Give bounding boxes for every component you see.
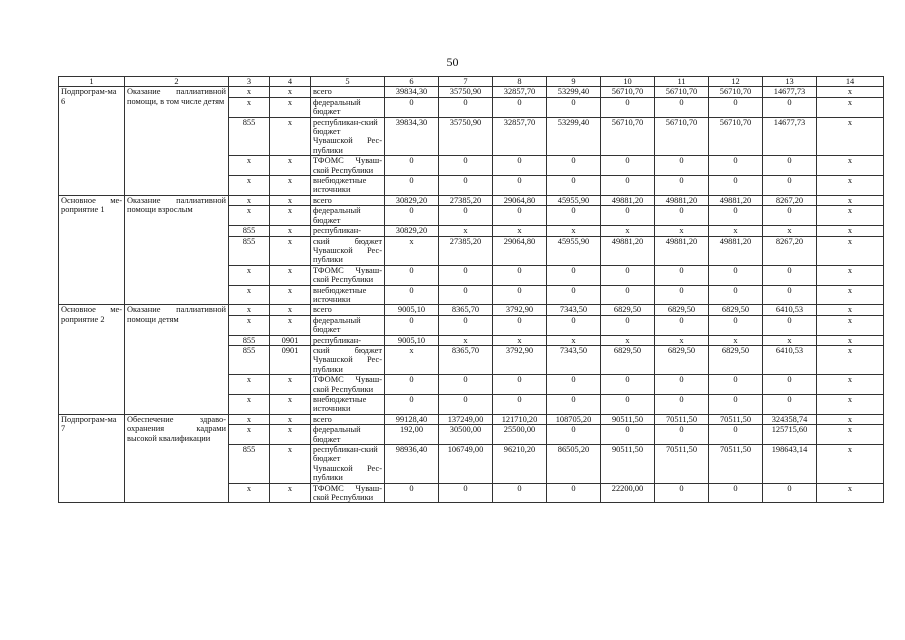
- amount-cell: 0: [385, 315, 439, 335]
- note-cell: x: [817, 395, 884, 415]
- amount-cell: 0: [547, 176, 601, 196]
- column-number: 8: [493, 77, 547, 87]
- amount-cell: 0: [439, 156, 493, 176]
- note-cell: x: [817, 414, 884, 424]
- amount-cell: 0: [385, 285, 439, 305]
- amount-cell: 0: [601, 425, 655, 445]
- section-code: x: [270, 236, 311, 265]
- amount-cell: 0: [439, 395, 493, 415]
- amount-cell: 0: [655, 156, 709, 176]
- note-cell: x: [817, 445, 884, 484]
- amount-cell: 0: [763, 375, 817, 395]
- amount-cell: 0: [763, 206, 817, 226]
- section-code: x: [270, 285, 311, 305]
- section-code: x: [270, 414, 311, 424]
- amount-cell: 0: [763, 285, 817, 305]
- funding-source: республикан-: [311, 335, 385, 345]
- funding-source: ский бюджет Чувашской Рес-публики: [311, 236, 385, 265]
- amount-cell: 56710,70: [709, 87, 763, 97]
- column-number: 1: [59, 77, 125, 87]
- section-code: x: [270, 265, 311, 285]
- note-cell: x: [817, 87, 884, 97]
- amount-cell: 8365,70: [439, 305, 493, 315]
- amount-cell: 45955,90: [547, 236, 601, 265]
- amount-cell: 0: [709, 265, 763, 285]
- amount-cell: 0: [439, 206, 493, 226]
- amount-cell: 0: [709, 315, 763, 335]
- amount-cell: 198643,14: [763, 445, 817, 484]
- amount-cell: 0: [763, 483, 817, 503]
- section-code: x: [270, 375, 311, 395]
- section-code: 0901: [270, 345, 311, 374]
- note-cell: x: [817, 345, 884, 374]
- amount-cell: 96210,20: [493, 445, 547, 484]
- amount-cell: 32857,70: [493, 117, 547, 156]
- program-name: Подпрограм-ма 7: [59, 414, 125, 503]
- funding-source: республикан-ский бюджет Чувашской Рес-публики: [311, 117, 385, 156]
- amount-cell: 56710,70: [709, 117, 763, 156]
- amount-cell: 0: [547, 285, 601, 305]
- column-number: 7: [439, 77, 493, 87]
- note-cell: x: [817, 483, 884, 503]
- amount-cell: 35750,90: [439, 117, 493, 156]
- amount-cell: 137249,00: [439, 414, 493, 424]
- funding-source: республикан-ский бюджет Чувашской Рес-публики: [311, 445, 385, 484]
- amount-cell: 0: [601, 315, 655, 335]
- grbs-code: x: [229, 156, 270, 176]
- amount-cell: 0: [385, 375, 439, 395]
- grbs-code: x: [229, 206, 270, 226]
- amount-cell: 0: [655, 206, 709, 226]
- amount-cell: 0: [547, 156, 601, 176]
- amount-cell: x: [385, 236, 439, 265]
- amount-cell: 0: [547, 97, 601, 117]
- grbs-code: 855: [229, 445, 270, 484]
- amount-cell: 0: [493, 483, 547, 503]
- program-name: Подпрограм-ма 6: [59, 87, 125, 195]
- amount-cell: 7343,50: [547, 305, 601, 315]
- grbs-code: x: [229, 285, 270, 305]
- section-code: x: [270, 206, 311, 226]
- amount-cell: x: [385, 345, 439, 374]
- amount-cell: 6829,50: [601, 345, 655, 374]
- amount-cell: 0: [709, 97, 763, 117]
- amount-cell: 56710,70: [601, 87, 655, 97]
- amount-cell: x: [547, 226, 601, 236]
- amount-cell: 324358,74: [763, 414, 817, 424]
- amount-cell: 8365,70: [439, 345, 493, 374]
- table-row: [59, 305, 884, 315]
- note-cell: x: [817, 226, 884, 236]
- amount-cell: 90511,50: [601, 414, 655, 424]
- note-cell: x: [817, 285, 884, 305]
- amount-cell: 7343,50: [547, 345, 601, 374]
- funding-source: федеральный бюджет: [311, 425, 385, 445]
- amount-cell: 29064,80: [493, 236, 547, 265]
- section-code: x: [270, 395, 311, 415]
- amount-cell: 0: [493, 97, 547, 117]
- amount-cell: 90511,50: [601, 445, 655, 484]
- amount-cell: 0: [439, 97, 493, 117]
- amount-cell: 8267,20: [763, 195, 817, 205]
- amount-cell: 14677,73: [763, 117, 817, 156]
- column-number: 11: [655, 77, 709, 87]
- amount-cell: 0: [547, 315, 601, 335]
- amount-cell: 0: [655, 375, 709, 395]
- amount-cell: 32857,70: [493, 87, 547, 97]
- amount-cell: 22200,00: [601, 483, 655, 503]
- budget-table: [58, 76, 884, 503]
- note-cell: x: [817, 195, 884, 205]
- amount-cell: 6410,53: [763, 345, 817, 374]
- funding-source: внебюджетные источники: [311, 285, 385, 305]
- amount-cell: 0: [709, 483, 763, 503]
- column-number: 10: [601, 77, 655, 87]
- program-description: Оказание паллиативной помощи детям: [125, 305, 229, 414]
- program-description: Оказание паллиативной помощи взрослым: [125, 195, 229, 304]
- amount-cell: 0: [763, 265, 817, 285]
- column-number: 5: [311, 77, 385, 87]
- amount-cell: 0: [763, 395, 817, 415]
- amount-cell: 0: [601, 375, 655, 395]
- amount-cell: 49881,20: [709, 236, 763, 265]
- amount-cell: 0: [709, 285, 763, 305]
- amount-cell: 0: [385, 206, 439, 226]
- amount-cell: 0: [709, 176, 763, 196]
- amount-cell: 3792,90: [493, 345, 547, 374]
- grbs-code: x: [229, 375, 270, 395]
- grbs-code: x: [229, 395, 270, 415]
- amount-cell: 27385,20: [439, 236, 493, 265]
- funding-source: ТФОМС Чуваш-ской Республики: [311, 265, 385, 285]
- amount-cell: 35750,90: [439, 87, 493, 97]
- amount-cell: 0: [385, 97, 439, 117]
- amount-cell: 56710,70: [655, 87, 709, 97]
- amount-cell: x: [601, 335, 655, 345]
- amount-cell: 0: [385, 395, 439, 415]
- amount-cell: 49881,20: [655, 236, 709, 265]
- amount-cell: 6829,50: [655, 305, 709, 315]
- amount-cell: 0: [493, 395, 547, 415]
- grbs-code: x: [229, 414, 270, 424]
- amount-cell: 0: [763, 156, 817, 176]
- grbs-code: x: [229, 87, 270, 97]
- program-description: Обеспечение здраво-охранения кадрами высокой квалификации: [125, 414, 229, 503]
- funding-source: всего: [311, 414, 385, 424]
- note-cell: x: [817, 117, 884, 156]
- amount-cell: 53299,40: [547, 117, 601, 156]
- grbs-code: x: [229, 315, 270, 335]
- section-code: x: [270, 87, 311, 97]
- grbs-code: 855: [229, 335, 270, 345]
- amount-cell: 0: [655, 483, 709, 503]
- amount-cell: 0: [601, 206, 655, 226]
- grbs-code: x: [229, 305, 270, 315]
- grbs-code: x: [229, 425, 270, 445]
- amount-cell: 14677,73: [763, 87, 817, 97]
- funding-source: внебюджетные источники: [311, 395, 385, 415]
- amount-cell: 30500,00: [439, 425, 493, 445]
- note-cell: x: [817, 375, 884, 395]
- amount-cell: 0: [439, 375, 493, 395]
- column-number: 13: [763, 77, 817, 87]
- note-cell: x: [817, 206, 884, 226]
- amount-cell: 0: [493, 156, 547, 176]
- section-code: x: [270, 195, 311, 205]
- column-number: 6: [385, 77, 439, 87]
- amount-cell: 99128,40: [385, 414, 439, 424]
- amount-cell: 9005,10: [385, 305, 439, 315]
- amount-cell: 27385,20: [439, 195, 493, 205]
- table-row: [59, 195, 884, 205]
- amount-cell: 0: [601, 285, 655, 305]
- funding-source: ский бюджет Чувашской Рес-публики: [311, 345, 385, 374]
- amount-cell: 3792,90: [493, 305, 547, 315]
- grbs-code: 855: [229, 226, 270, 236]
- column-number: 4: [270, 77, 311, 87]
- amount-cell: 0: [547, 375, 601, 395]
- amount-cell: x: [493, 335, 547, 345]
- amount-cell: x: [655, 226, 709, 236]
- table-row: [59, 414, 884, 424]
- header-row: [59, 77, 884, 87]
- amount-cell: 0: [601, 156, 655, 176]
- amount-cell: x: [709, 226, 763, 236]
- amount-cell: 25500,00: [493, 425, 547, 445]
- amount-cell: 30829,20: [385, 195, 439, 205]
- note-cell: x: [817, 236, 884, 265]
- section-code: 0901: [270, 335, 311, 345]
- amount-cell: 0: [547, 395, 601, 415]
- column-number: 9: [547, 77, 601, 87]
- note-cell: x: [817, 97, 884, 117]
- amount-cell: 49881,20: [655, 195, 709, 205]
- amount-cell: 0: [493, 206, 547, 226]
- amount-cell: 0: [655, 97, 709, 117]
- amount-cell: x: [547, 335, 601, 345]
- amount-cell: x: [763, 226, 817, 236]
- section-code: x: [270, 445, 311, 484]
- funding-source: внебюджетные источники: [311, 176, 385, 196]
- amount-cell: 0: [493, 375, 547, 395]
- program-name: Основное ме-роприятие 2: [59, 305, 125, 414]
- amount-cell: 121710,20: [493, 414, 547, 424]
- note-cell: x: [817, 315, 884, 335]
- program-name: Основное ме-роприятие 1: [59, 195, 125, 304]
- funding-source: всего: [311, 305, 385, 315]
- grbs-code: 855: [229, 117, 270, 156]
- amount-cell: 29064,80: [493, 195, 547, 205]
- section-code: x: [270, 97, 311, 117]
- amount-cell: 0: [601, 395, 655, 415]
- funding-source: ТФОМС Чуваш-ской Республики: [311, 483, 385, 503]
- amount-cell: 0: [439, 315, 493, 335]
- amount-cell: 0: [547, 206, 601, 226]
- amount-cell: 56710,70: [655, 117, 709, 156]
- amount-cell: 70511,50: [709, 445, 763, 484]
- grbs-code: 855: [229, 236, 270, 265]
- grbs-code: x: [229, 97, 270, 117]
- amount-cell: 0: [655, 395, 709, 415]
- amount-cell: 192,00: [385, 425, 439, 445]
- funding-source: федеральный бюджет: [311, 97, 385, 117]
- amount-cell: 45955,90: [547, 195, 601, 205]
- amount-cell: 0: [601, 97, 655, 117]
- amount-cell: 0: [439, 285, 493, 305]
- section-code: x: [270, 315, 311, 335]
- amount-cell: x: [439, 226, 493, 236]
- funding-source: всего: [311, 87, 385, 97]
- amount-cell: 70511,50: [655, 414, 709, 424]
- amount-cell: 0: [709, 375, 763, 395]
- amount-cell: x: [439, 335, 493, 345]
- amount-cell: 0: [601, 176, 655, 196]
- amount-cell: x: [763, 335, 817, 345]
- amount-cell: 0: [763, 176, 817, 196]
- grbs-code: x: [229, 265, 270, 285]
- section-code: x: [270, 305, 311, 315]
- section-code: x: [270, 176, 311, 196]
- amount-cell: 49881,20: [601, 195, 655, 205]
- note-cell: x: [817, 176, 884, 196]
- amount-cell: 56710,70: [601, 117, 655, 156]
- amount-cell: 53299,40: [547, 87, 601, 97]
- amount-cell: 0: [493, 176, 547, 196]
- amount-cell: 0: [493, 315, 547, 335]
- amount-cell: 0: [439, 265, 493, 285]
- amount-cell: 0: [763, 315, 817, 335]
- column-number: 14: [817, 77, 884, 87]
- amount-cell: 70511,50: [655, 445, 709, 484]
- amount-cell: 8267,20: [763, 236, 817, 265]
- amount-cell: 125715,60: [763, 425, 817, 445]
- grbs-code: 855: [229, 345, 270, 374]
- table-row: [59, 87, 884, 97]
- amount-cell: 0: [655, 265, 709, 285]
- grbs-code: x: [229, 176, 270, 196]
- amount-cell: 0: [601, 265, 655, 285]
- amount-cell: 0: [385, 265, 439, 285]
- amount-cell: 0: [439, 483, 493, 503]
- amount-cell: 0: [547, 265, 601, 285]
- amount-cell: 0: [493, 285, 547, 305]
- funding-source: федеральный бюджет: [311, 206, 385, 226]
- amount-cell: 0: [439, 176, 493, 196]
- funding-source: ТФОМС Чуваш-ской Республики: [311, 375, 385, 395]
- funding-source: ТФОМС Чуваш-ской Республики: [311, 156, 385, 176]
- amount-cell: 0: [385, 156, 439, 176]
- amount-cell: 0: [763, 97, 817, 117]
- amount-cell: x: [655, 335, 709, 345]
- program-description: Оказание паллиативной помощи, в том числе детям: [125, 87, 229, 195]
- funding-source: всего: [311, 195, 385, 205]
- note-cell: x: [817, 305, 884, 315]
- section-code: x: [270, 156, 311, 176]
- amount-cell: 0: [709, 395, 763, 415]
- amount-cell: 86505,20: [547, 445, 601, 484]
- section-code: x: [270, 226, 311, 236]
- amount-cell: 6829,50: [709, 345, 763, 374]
- amount-cell: 0: [385, 176, 439, 196]
- amount-cell: x: [601, 226, 655, 236]
- amount-cell: x: [709, 335, 763, 345]
- amount-cell: 70511,50: [709, 414, 763, 424]
- amount-cell: 6829,50: [601, 305, 655, 315]
- amount-cell: 108705,20: [547, 414, 601, 424]
- amount-cell: 6829,50: [709, 305, 763, 315]
- amount-cell: 0: [547, 425, 601, 445]
- amount-cell: 0: [385, 483, 439, 503]
- section-code: x: [270, 117, 311, 156]
- section-code: x: [270, 425, 311, 445]
- column-number: 2: [125, 77, 229, 87]
- note-cell: x: [817, 425, 884, 445]
- funding-source: федеральный бюджет: [311, 315, 385, 335]
- amount-cell: 49881,20: [601, 236, 655, 265]
- note-cell: x: [817, 265, 884, 285]
- amount-cell: 0: [709, 206, 763, 226]
- amount-cell: 0: [709, 156, 763, 176]
- amount-cell: 0: [655, 425, 709, 445]
- amount-cell: 0: [655, 285, 709, 305]
- amount-cell: 106749,00: [439, 445, 493, 484]
- grbs-code: x: [229, 483, 270, 503]
- funding-source: республикан-: [311, 226, 385, 236]
- amount-cell: 49881,20: [709, 195, 763, 205]
- note-cell: x: [817, 335, 884, 345]
- amount-cell: 0: [655, 315, 709, 335]
- amount-cell: 0: [709, 425, 763, 445]
- page-number: 50: [446, 55, 459, 69]
- column-number: 12: [709, 77, 763, 87]
- note-cell: x: [817, 156, 884, 176]
- amount-cell: 39834,30: [385, 117, 439, 156]
- column-number: 3: [229, 77, 270, 87]
- amount-cell: 98936,40: [385, 445, 439, 484]
- amount-cell: 30829,20: [385, 226, 439, 236]
- section-code: x: [270, 483, 311, 503]
- amount-cell: 9005,10: [385, 335, 439, 345]
- amount-cell: 0: [547, 483, 601, 503]
- amount-cell: 0: [493, 265, 547, 285]
- amount-cell: x: [493, 226, 547, 236]
- amount-cell: 6410,53: [763, 305, 817, 315]
- amount-cell: 0: [655, 176, 709, 196]
- amount-cell: 39834,30: [385, 87, 439, 97]
- amount-cell: 6829,50: [655, 345, 709, 374]
- grbs-code: x: [229, 195, 270, 205]
